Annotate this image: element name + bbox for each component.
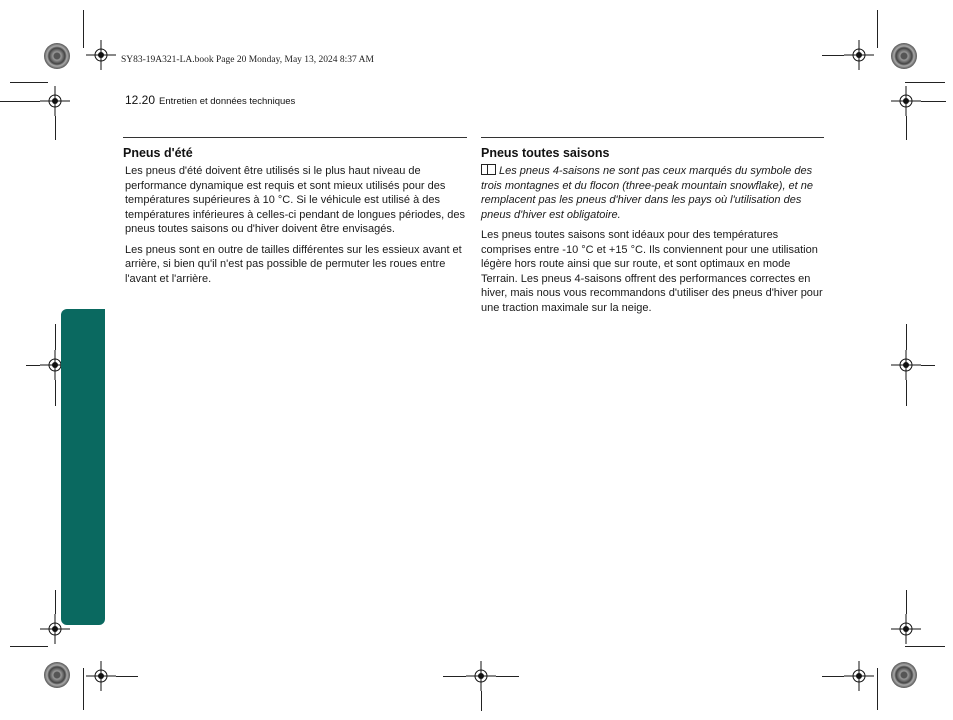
note-paragraph — [481, 164, 824, 222]
book-note-icon — [481, 164, 496, 175]
registration-target-icon — [891, 350, 921, 380]
registration-target-icon — [844, 40, 874, 70]
right-column — [481, 137, 824, 321]
page-header — [125, 93, 295, 107]
registration-target-icon — [86, 661, 116, 691]
summer-tires-heading: Pneus d'été — [123, 146, 193, 160]
left-column — [123, 137, 467, 292]
registration-target-icon — [891, 86, 921, 116]
column-rule — [481, 137, 824, 138]
color-rosette-icon — [891, 43, 917, 69]
note-text: Les pneus 4-saisons ne sont pas ceux marqués du symbole des trois montagnes et du flocon (three-peak mountain snowflake), et ne remplacent pas les pneus d'hiver dans les pays où l'utilisation des pneus d'hiver est obligatoire. — [481, 165, 814, 221]
summer-tires-paragraph-1: Les pneus d'été doivent être utilisés si le plus haut niveau de performance dynamique est requis et sont mieux utilisés pour des températures supérieures à 10 °C. Si le véhicule est utilisé à des températures inférieures à celles-ci pendant de longues périodes, des pneus toutes saisons ou d'hiver doivent être envisagés. — [125, 165, 465, 235]
registration-target-icon — [891, 614, 921, 644]
all-season-tires-heading: Pneus toutes saisons — [481, 146, 610, 160]
registration-target-icon — [844, 661, 874, 691]
registration-target-icon — [40, 86, 70, 116]
color-rosette-icon — [891, 662, 917, 688]
print-info: SY83-19A321-LA.book Page 20 Monday, May 13, 2024 8:37 AM — [121, 55, 374, 65]
section-title: Entretien et données techniques — [159, 96, 296, 107]
chapter-side-tab — [61, 309, 105, 625]
all-season-tires-paragraph: Les pneus toutes saisons sont idéaux pour des températures comprises entre -10 °C et +15 °C. Ils conviennent pour une utilisation légère hors route ainsi que sur route, et sont optimaux en mode Terrain. Les pneus 4-saisons offrent des performances correctes en hiver, mais nous vous recommandons d'utiliser des pneus d'hiver pour une traction maximale sur la neige. — [481, 229, 823, 314]
page-number: 12.20 — [125, 93, 156, 107]
registration-target-icon — [466, 661, 496, 691]
color-rosette-icon — [44, 662, 70, 688]
registration-target-icon — [86, 40, 116, 70]
color-rosette-icon — [44, 43, 70, 69]
summer-tires-paragraph-2: Les pneus sont en outre de tailles différentes sur les essieux avant et arrière, si bien qu'il n'est pas possible de permuter les roues entre l'avant et l'arrière. — [125, 243, 462, 285]
column-rule — [123, 137, 467, 138]
